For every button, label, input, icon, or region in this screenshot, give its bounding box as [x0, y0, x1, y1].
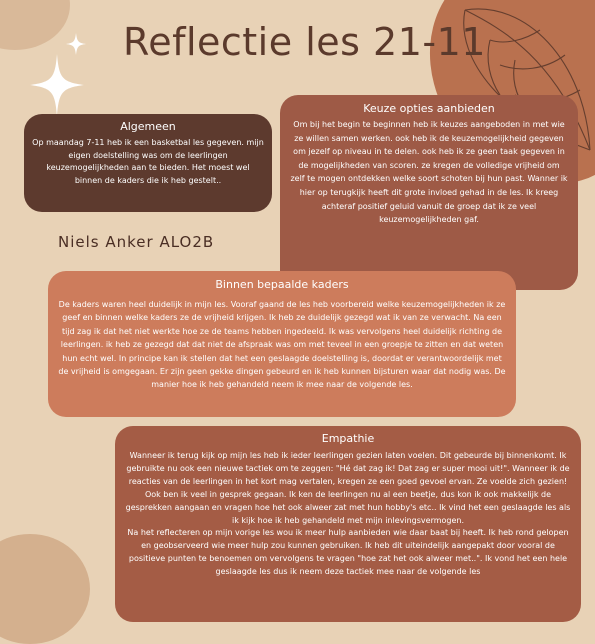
empathie-card: [115, 426, 581, 622]
keuze-opties-card: [280, 95, 578, 290]
decor-blob-top-left: [0, 0, 70, 50]
keuze-opties-heading: Keuze opties aanbieden: [363, 102, 495, 115]
keuze-opties-text: Om bij het begin te beginnen heb ik keuzes aangeboden in met wie ze willen samen werken. ook heb ik de keuzemogelijkheid gegeven om jezelf op niveau in te delen. ook heb ik ze geen taak gegeven in de mogelijkheden van scoren. ze kregen de volledige vrijheid om zelf te mogen ontdekken welke soort schoten bij hun past. Wanner ik hier op terugkijk heeft dit grote invloed gehad in de les. Ik kreeg achteraf positief geluid vanuit de groep dat ik ze veel keuzemogelijkheden gaf.: [290, 120, 568, 225]
decor-blob-bottom-left: [0, 534, 90, 644]
sparkle-small-icon: [66, 33, 86, 55]
page-title: Reflectie les 21-11: [123, 20, 486, 64]
empathie-text-1: Wanneer ik terug kijk op mijn les heb ik ieder leerlingen gezien laten voelen. Dit gebeurde bij binnenkomt. Ik gebruikte nu ook een nieuwe tactiek om te zeggen: "Hé dat zag ik! Dat zag er super mooi uit!". Wanneer ik de reacties van de leerlingen in het kort mag vertalen, kregen ze een goed gevoel ervan. Ze voelde zich gezien! Ook ben ik veel in gesprek gegaan. Ik ken de leerlingen nu al een beetje, dus kon ik ook makkelijk de gesprekken aangaan en vragen hoe het ook alweer zat met hun hobby's etc.. Ik vind het een geslaagde les als ik kijk hoe ik heb gehandeld met mijn inlevingsvermogen.: [125, 451, 571, 525]
algemeen-text: Op maandag 7-11 heb ik een basketbal les gegeven. mijn eigen doelstelling was om de leerlingen keuzemogelijkheden aan te bieden. Het moest wel binnen de kaders die ik heb gestelt..: [32, 138, 264, 185]
kaders-heading: Binnen bepaalde kaders: [215, 278, 349, 291]
empathie-heading: Empathie: [321, 432, 375, 445]
algemeen-card: [24, 114, 272, 212]
author-name: Niels Anker ALO2B: [58, 233, 215, 251]
kaders-card: [48, 271, 516, 417]
algemeen-heading: Algemeen: [120, 120, 176, 133]
sparkle-icon: [30, 54, 84, 116]
kaders-text: De kaders waren heel duidelijk in mijn les. Vooraf gaand de les heb voorbereid welke keuzemogelijkheden ik ze geef en binnen welke kaders ze de vrijheid krijgen. Ik heb ze duidelijk gezegd wat ik van ze verwacht. Na een tijd zag ik dat het niet werkte hoe ze de teams hebben ingedeeld. Ik was vervolgens heel duidelijk richting de leerlingen. ik heb ze gezegd dat dat niet de afspraak was om met teveel in een groepje te zitten en dat weten hun echt wel. In principe kan ik stellen dat het een geslaagde doelstelling is, doordat er verantwoordelijk met de vrijheid is omgegaan. Er zijn geen gekke dingen gebeurd en ik heb kunnen bijsturen waar dat nodig was. De manier hoe ik heb gehandeld neem ik mee naar de volgende les.: [58, 300, 506, 390]
empathie-text-2: Na het reflecteren op mijn vorige les wou ik meer hulp aanbieden wie daar baat bij heeft. Ik heb rond gelopen en geobserveerd wie meer hulp zou kunnen gebruiken. Ik heb dit uiteindelijk aangepakt door vooral de positieve punten te benoemen om vervolgens te vragen "hoe zat het ook alweer met..". Ik vond het een hele geslaagde les dus ik neem deze tactiek mee naar de volgende les: [127, 528, 569, 577]
